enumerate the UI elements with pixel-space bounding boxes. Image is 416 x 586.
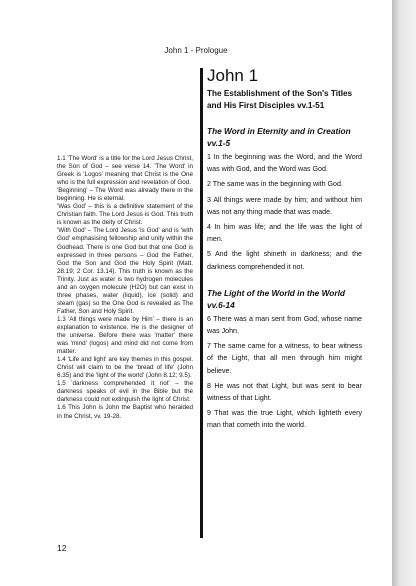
note: 1.4 'Life and light' are key themes in this gospel. Christ will claim to be the 'bread of life' (John 6.35) and the 'light of the world' (John 8.12; 9.5). — [57, 356, 193, 380]
verse: 5 And the light shineth in darkness; and the darkness comprehended it not. — [207, 250, 362, 271]
column-divider — [200, 68, 203, 538]
note: 1.5 'darkness comprehended it not' – the darkness speaks of evil in the Bible but the darkness could not extinguish the light of Christ. — [57, 380, 193, 404]
verse: 1 In the beginning was the Word, and the Word was with God, and the Word was God. — [207, 153, 362, 174]
verse: 2 The same was in the beginning with God. — [207, 180, 343, 189]
verse: 8 He was not that Light, but was sent to bear witness of that Light. — [207, 381, 362, 403]
commentary-notes — [57, 155, 193, 421]
note: 'Was God' – this is a definitive statement of the Christian faith. The Lord Jesus is God. This truth is known as the deity of Christ. — [57, 203, 193, 227]
page-edge-shadow — [392, 0, 416, 586]
page-number: 12 — [57, 543, 67, 553]
note: 1.1 'The Word' is a title for the Lord Jesus Christ, the Son of God – see verse 14. 'The Word' in Greek is 'Logos' meaning that Christ is the One who is the full expression and revelation of God. — [57, 155, 193, 187]
section-heading: The Word in Eternity and in Creation vv.1-5 — [207, 126, 351, 148]
note: 'With God' – The Lord Jesus 'is God' and is 'with God' emphasising fellowship and unity within the Godhead. There is one God but that one God is expressed in three persons – God the Father, God the Son and God the Holy Spirit (Matt. 28.19; 2 Cor. 13.14). This truth is known as the Trinity. Just as water is two hydrogen molecules and an oxygen molecule (H2O) but can exist in three phases, water (liquid), ice (solid) and steam (gas) so the One God is revealed as The Father, Son and Holy Spirit. — [57, 227, 193, 315]
chapter-title: John 1 — [207, 66, 259, 85]
verse: 6 There was a man sent from God, whose name was John. — [207, 314, 362, 336]
note: 1.6 This John is John the Baptist who heralded in the Christ, vv. 19-28. — [57, 404, 193, 420]
verse: 3 All things were made by him; and without him was not any thing made that was made. — [207, 195, 362, 216]
running-head: John 1 - Prologue — [164, 46, 228, 55]
verse: 9 That was the true Light, which lighteth every man that cometh into the world. — [207, 409, 362, 430]
chapter-subtitle: The Establishment of the Son's Titles and His First Disciples vv.1-51 — [207, 89, 353, 110]
verse: 7 The same came for a witness, to bear witness of the Light, that all men through him might believe. — [207, 342, 362, 375]
note: 'Beginning' – The Word was already there in the beginning. He is eternal. — [57, 187, 193, 203]
section-heading: The Light of the World in the World vv.6-14 — [207, 287, 345, 310]
verse: 4 In him was life; and the life was the light of men. — [207, 223, 362, 244]
note: 1.3 'All things were made by Him' – there is an explanation to existence. He is the designer of the universe. Before there was 'matter' there was 'mind' (logos) and mind did not come from matter. — [57, 315, 193, 356]
scripture-column — [207, 66, 362, 432]
